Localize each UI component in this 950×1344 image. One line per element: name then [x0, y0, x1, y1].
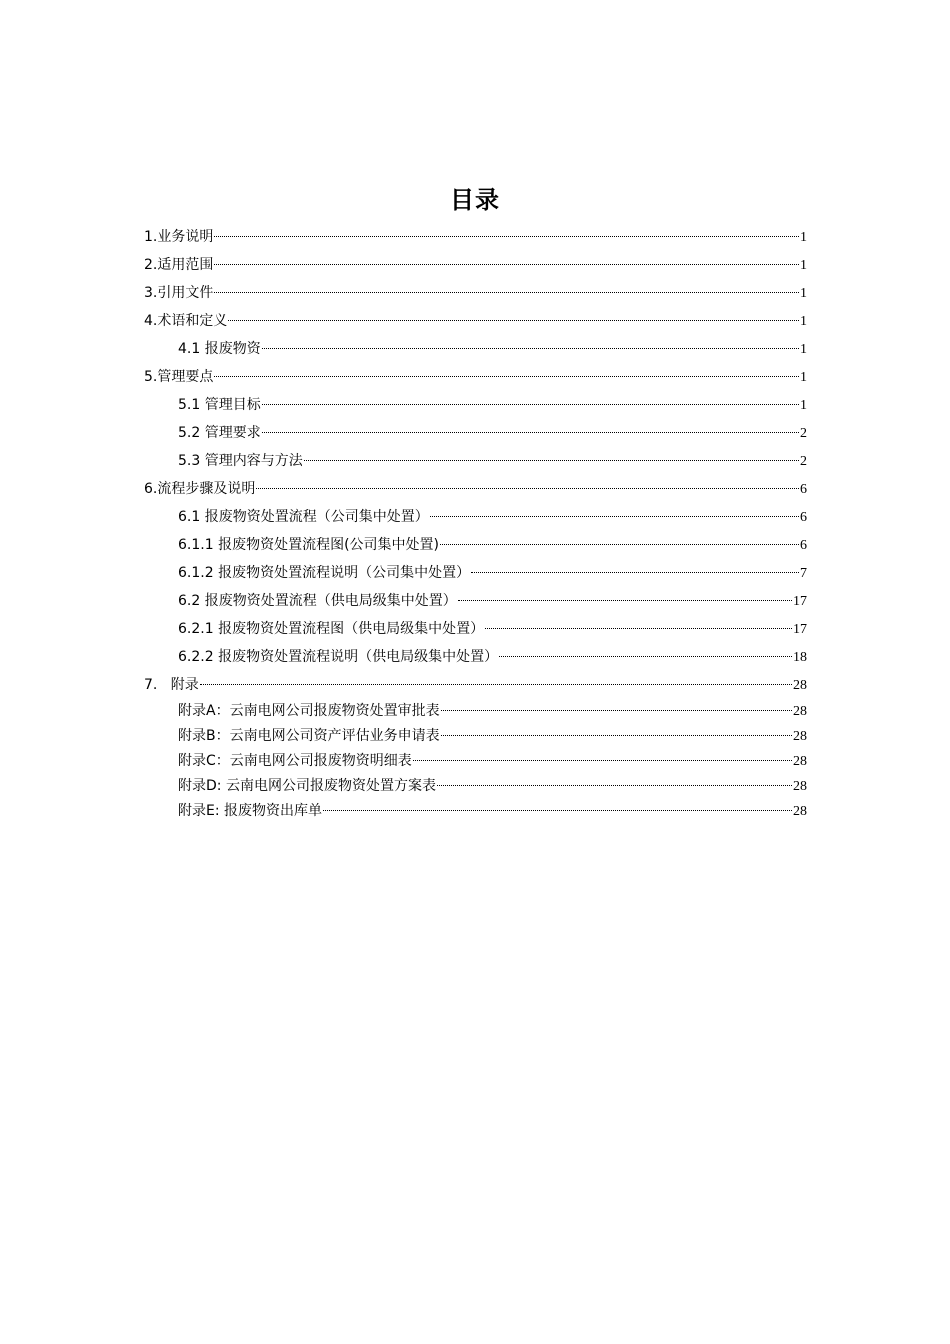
toc-entry[interactable] [144, 223, 807, 251]
toc-dot-leader [458, 600, 792, 601]
toc-entry-page-number: 6 [800, 510, 807, 525]
toc-dot-leader [413, 760, 792, 761]
toc-entry[interactable] [144, 391, 807, 419]
toc-dot-leader [256, 488, 799, 489]
toc-entry-page-number: 28 [793, 754, 807, 769]
toc-entry-label: 6.1.2 报废物资处置流程说明（公司集中处置） [178, 565, 471, 581]
toc-entry-page-number: 28 [793, 779, 807, 794]
toc-dot-leader [214, 292, 799, 293]
toc-entry-page-number: 28 [793, 678, 807, 693]
toc-dot-leader [214, 376, 799, 377]
toc-dot-leader [262, 432, 799, 433]
toc-entry-label: 6.流程步骤及说明 [144, 481, 256, 497]
toc-entry-page-number: 1 [800, 342, 807, 357]
toc-entry-page-number: 6 [800, 538, 807, 553]
toc-entry-label: 6.1 报废物资处置流程（公司集中处置） [178, 509, 429, 525]
toc-entry-page-number: 1 [800, 230, 807, 245]
toc-dot-leader [262, 404, 799, 405]
toc-entry-page-number: 1 [800, 398, 807, 413]
toc-entry-label: 附录C：云南电网公司报废物资明细表 [178, 753, 412, 769]
toc-title: 目录 [450, 186, 500, 214]
toc-entry[interactable] [144, 559, 807, 587]
toc-dot-leader [200, 684, 792, 685]
toc-entry-page-number: 2 [800, 426, 807, 441]
toc-entry-label: 附录D: 云南电网公司报废物资处置方案表 [178, 778, 436, 794]
toc-entry[interactable] [144, 363, 807, 391]
toc-entry[interactable] [144, 749, 807, 774]
toc-entry-label: 3.引用文件 [144, 285, 214, 301]
toc-entry-page-number: 7 [800, 566, 807, 581]
toc-entry[interactable] [144, 531, 807, 559]
toc-entry-page-number: 28 [793, 729, 807, 744]
toc-entry-page-number: 1 [800, 314, 807, 329]
toc-entry[interactable] [144, 475, 807, 503]
toc-dot-leader [304, 460, 799, 461]
toc-dot-leader [437, 785, 792, 786]
toc-entry[interactable] [144, 799, 807, 824]
toc-dot-leader [262, 348, 799, 349]
toc-entry-page-number: 2 [800, 454, 807, 469]
toc-entry-label: 6.2 报废物资处置流程（供电局级集中处置） [178, 593, 457, 609]
toc-dot-leader [499, 656, 792, 657]
toc-entry[interactable] [144, 774, 807, 799]
toc-entry[interactable] [144, 615, 807, 643]
toc-entry[interactable] [144, 587, 807, 615]
toc-entry[interactable] [144, 251, 807, 279]
toc-entry-label: 5.3 管理内容与方法 [178, 453, 303, 469]
toc-dot-leader [228, 320, 799, 321]
toc-dot-leader [471, 572, 799, 573]
toc-entry-label: 附录A：云南电网公司报废物资处置审批表 [178, 703, 440, 719]
toc-dot-leader [214, 264, 799, 265]
toc-entry-label: 1.业务说明 [144, 229, 214, 245]
toc-entry[interactable] [144, 279, 807, 307]
toc-dot-leader [430, 516, 799, 517]
toc-dot-leader [323, 810, 792, 811]
toc-dot-leader [440, 544, 799, 545]
toc-entry-label: 5.1 管理目标 [178, 397, 261, 413]
toc-entry-page-number: 18 [793, 650, 807, 665]
toc-dot-leader [441, 735, 792, 736]
toc-entry[interactable] [144, 724, 807, 749]
toc-entry[interactable] [144, 503, 807, 531]
toc-entry-label: 6.1.1 报废物资处置流程图(公司集中处置) [178, 537, 439, 553]
toc-entry[interactable] [144, 699, 807, 724]
toc-entry-page-number: 28 [793, 704, 807, 719]
toc-entry-label: 4.1 报废物资 [178, 341, 261, 357]
toc-entry-label: 6.2.2 报废物资处置流程说明（供电局级集中处置） [178, 649, 499, 665]
toc-entry-page-number: 1 [800, 286, 807, 301]
toc-entry-page-number: 17 [793, 594, 807, 609]
toc-entry-label: 5.管理要点 [144, 369, 214, 385]
toc-entry-page-number: 17 [793, 622, 807, 637]
toc-entry-page-number: 6 [800, 482, 807, 497]
toc-entry-label: 7. 附录 [144, 677, 199, 693]
toc-dot-leader [214, 236, 799, 237]
toc-entry-label: 4.术语和定义 [144, 313, 228, 329]
toc-entry[interactable] [144, 447, 807, 475]
toc-entry-label: 附录B：云南电网公司资产评估业务申请表 [178, 728, 440, 744]
toc-entry[interactable] [144, 643, 807, 671]
toc-entry[interactable] [144, 335, 807, 363]
toc-dot-leader [441, 710, 792, 711]
toc-entry[interactable] [144, 307, 807, 335]
toc-entry-page-number: 1 [800, 258, 807, 273]
toc-entry[interactable] [144, 671, 807, 699]
toc-entry-page-number: 28 [793, 804, 807, 819]
toc-entry-label: 2.适用范围 [144, 257, 214, 273]
toc-entry-label: 5.2 管理要求 [178, 425, 261, 441]
toc-entry-label: 附录E: 报废物资出库单 [178, 803, 323, 819]
toc-list [144, 223, 807, 824]
toc-entry-page-number: 1 [800, 370, 807, 385]
toc-entry[interactable] [144, 419, 807, 447]
toc-dot-leader [485, 628, 792, 629]
toc-entry-label: 6.2.1 报废物资处置流程图（供电局级集中处置） [178, 621, 485, 637]
